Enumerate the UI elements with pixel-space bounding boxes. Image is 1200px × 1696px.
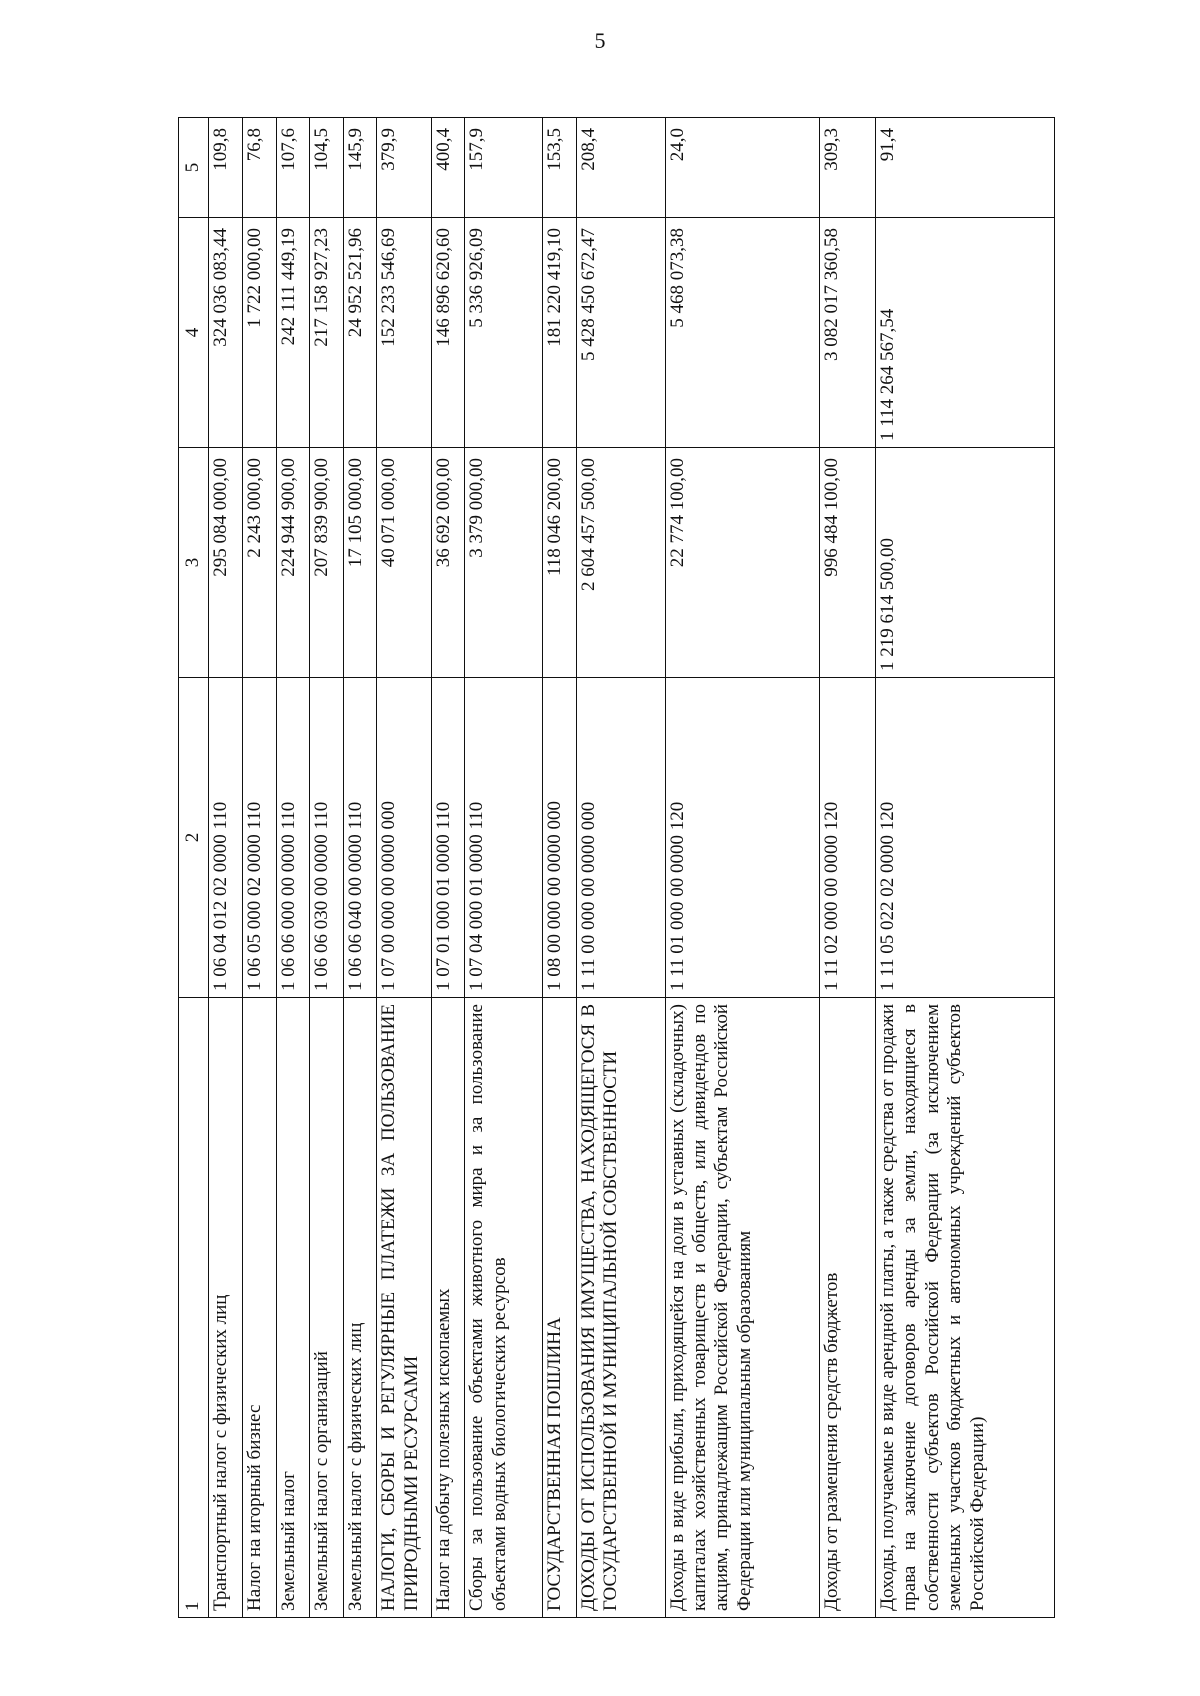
row-code: 1 06 05 000 02 0000 110 [242,678,276,998]
row-name: Налог на добычу полезных ископаемых [431,998,465,1618]
row-plan: 36 692 000,00 [431,448,465,678]
row-fact: 24 952 521,96 [343,218,377,448]
page-number: 5 [594,28,606,53]
row-percent: 157,9 [465,118,543,218]
table-row [310,118,344,1618]
row-code: 1 11 01 000 00 0000 120 [665,678,819,998]
row-code: 1 06 06 040 00 0000 110 [343,678,377,998]
row-fact: 1 114 264 567,54 [875,218,1054,448]
table-row [276,118,310,1618]
table-row [431,118,465,1618]
row-fact: 181 220 419,10 [543,218,577,448]
row-fact: 5 336 926,09 [465,218,543,448]
header-col-2: 2 [179,678,209,998]
row-name: ГОСУДАРСТВЕННАЯ ПОШЛИНА [543,998,577,1618]
row-name: Транспортный налог с физических лиц [209,998,243,1618]
header-col-3: 3 [179,448,209,678]
row-code: 1 11 02 000 00 0000 120 [819,678,875,998]
row-percent: 109,8 [209,118,243,218]
row-code: 1 11 05 022 02 0000 120 [875,678,1054,998]
row-percent: 145,9 [343,118,377,218]
table-container [178,118,1055,1618]
rotated-table-frame [178,118,1055,1618]
header-col-1: 1 [179,998,209,1618]
row-fact: 242 111 449,19 [276,218,310,448]
row-plan: 1 219 614 500,00 [875,448,1054,678]
table-row [543,118,577,1618]
row-fact: 3 082 017 360,58 [819,218,875,448]
row-fact: 1 722 000,00 [242,218,276,448]
row-name: Земельный налог [276,998,310,1618]
row-plan: 224 944 900,00 [276,448,310,678]
row-code: 1 07 01 000 01 0000 110 [431,678,465,998]
row-plan: 295 084 000,00 [209,448,243,678]
row-plan: 118 046 200,00 [543,448,577,678]
table-row [343,118,377,1618]
row-name: НАЛОГИ, СБОРЫ И РЕГУЛЯРНЫЕ ПЛАТЕЖИ ЗА ПОЛЬЗОВАНИЕ ПРИРОДНЫМИ РЕСУРСАМИ [377,998,431,1618]
row-name: Доходы, получаемые в виде арендной платы, а также средства от продажи права на заключение договоров аренды за земли, находящиеся в собственности субъектов Российской Федерации (за исключением земельных участков бюджетных и автономных учреждений субъектов Российской Федерации) [875,998,1054,1618]
row-plan: 17 105 000,00 [343,448,377,678]
row-code: 1 07 04 000 01 0000 110 [465,678,543,998]
row-code: 1 06 04 012 02 0000 110 [209,678,243,998]
row-percent: 208,4 [576,118,665,218]
row-plan: 207 839 900,00 [310,448,344,678]
row-plan: 2 604 457 500,00 [576,448,665,678]
row-fact: 5 428 450 672,47 [576,218,665,448]
row-code: 1 08 00 000 00 0000 000 [543,678,577,998]
row-plan: 22 774 100,00 [665,448,819,678]
row-plan: 2 243 000,00 [242,448,276,678]
row-percent: 104,5 [310,118,344,218]
table-row [242,118,276,1618]
row-percent: 400,4 [431,118,465,218]
table-row [875,118,1054,1618]
table-row [819,118,875,1618]
table-row [209,118,243,1618]
table-row [576,118,665,1618]
row-code: 1 11 00 000 00 0000 000 [576,678,665,998]
row-fact: 324 036 083,44 [209,218,243,448]
row-plan: 996 484 100,00 [819,448,875,678]
row-name: Доходы в виде прибыли, приходящейся на доли в уставных (складочных) капиталах хозяйственных товариществ и обществ, или дивидендов по акциям, принадлежащим Российской Федерации, субъектам Российской Федерации или муниципальным образованиям [665,998,819,1618]
row-plan: 3 379 000,00 [465,448,543,678]
row-name: Земельный налог с физических лиц [343,998,377,1618]
row-name: Доходы от размещения средств бюджетов [819,998,875,1618]
table-row [377,118,431,1618]
row-percent: 91,4 [875,118,1054,218]
row-percent: 76,8 [242,118,276,218]
table-row [665,118,819,1618]
table-row [465,118,543,1618]
row-name: Налог на игорный бизнес [242,998,276,1618]
row-name: Земельный налог с организаций [310,998,344,1618]
row-fact: 152 233 546,69 [377,218,431,448]
row-percent: 153,5 [543,118,577,218]
row-fact: 146 896 620,60 [431,218,465,448]
revenue-table [178,117,1055,1618]
row-fact: 5 468 073,38 [665,218,819,448]
row-percent: 309,3 [819,118,875,218]
row-name: Сборы за пользование объектами животного мира и за пользование объектами водных биологических ресурсов [465,998,543,1618]
header-col-4: 4 [179,218,209,448]
row-percent: 107,6 [276,118,310,218]
row-code: 1 06 06 030 00 0000 110 [310,678,344,998]
row-percent: 379,9 [377,118,431,218]
row-percent: 24,0 [665,118,819,218]
row-plan: 40 071 000,00 [377,448,431,678]
row-code: 1 07 00 000 00 0000 000 [377,678,431,998]
header-row [179,118,209,1618]
row-code: 1 06 06 000 00 0000 110 [276,678,310,998]
row-name: ДОХОДЫ ОТ ИСПОЛЬЗОВАНИЯ ИМУЩЕСТВА, НАХОДЯЩЕГОСЯ В ГОСУДАРСТВЕННОЙ И МУНИЦИПАЛЬНОЙ СОБСТВЕННОСТИ [576,998,665,1618]
row-fact: 217 158 927,23 [310,218,344,448]
header-col-5: 5 [179,118,209,218]
